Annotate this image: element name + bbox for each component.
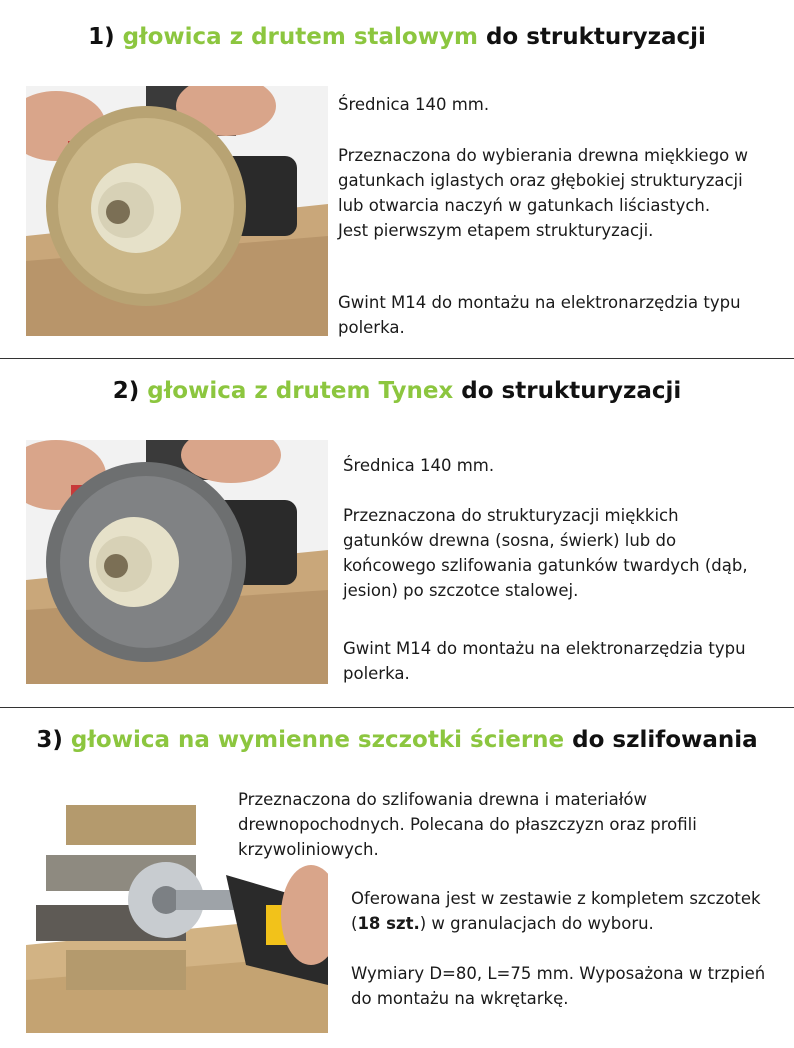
section-3-paragraph-2 [351,886,771,936]
section-3-quantity: 18 szt. [357,914,420,933]
section-3-heading [0,727,794,753]
section-1-paragraph-3-text: Jest pierwszym etapem strukturyzacji. [338,221,654,240]
section-1-paragraph-2-text: Przeznaczona do wybierania drewna miękkiego w gatunkach iglastych oraz głębokiej strukturyzacji lub otwarcia naczyń w gatunkach liściastych. [338,146,749,215]
section-2-paragraph-2: Przeznaczona do strukturyzacji miękkich gatunków drewna (sosna, świerk) lub do końcowego szlifowania gatunków twardych (dąb, jesion) po szczotce stalowej. [343,506,748,600]
section-3-paragraph-3: Wymiary D=80, L=75 mm. Wyposażona w trzpień do montażu na wkrętarkę. [351,964,766,1008]
section-2-title-suffix: do strukturyzacji [461,378,682,404]
divider-1 [0,358,794,359]
section-2-heading [0,378,794,404]
section-2-title-highlight: głowica z drutem Tynex [147,378,454,404]
section-2-number: 2) [112,378,140,404]
section-1-paragraph-4: Gwint M14 do montażu na elektronarzędzia typu polerka. [338,293,741,337]
section-3-title-highlight: głowica na wymienne szczotki ścierne [70,727,565,753]
section-1-number: 1) [88,24,115,50]
section-2-paragraph-3: Gwint M14 do montażu na elektronarzędzia typu polerka. [343,639,746,683]
divider-2 [0,707,794,708]
section-3-paragraph-2-text-a: Oferowana jest w zestawie z kompletem szczotek ( [351,889,761,933]
section-3-paragraph-1: Przeznaczona do szlifowania drewna i materiałów drewnopochodnych. Polecana do płaszczyzn oraz profili krzywoliniowych. [238,790,697,859]
section-2-paragraph-1: Średnica 140 mm. [343,456,495,475]
wire-brush-steel-photo [26,86,328,336]
section-1-paragraph-2 [338,143,768,243]
section-1-paragraph-1: Średnica 140 mm. [338,95,490,114]
section-1-title-highlight: głowica z drutem stalowym [122,24,478,50]
tynex-brush-photo [26,440,328,684]
section-3-title-suffix: do szlifowania [572,727,758,753]
section-1-heading [0,24,794,50]
section-3-paragraph-2-text-b: ) w granulacjach do wyboru. [419,914,654,933]
section-1-title-suffix: do strukturyzacji [485,24,706,50]
section-3-number: 3) [36,727,63,753]
